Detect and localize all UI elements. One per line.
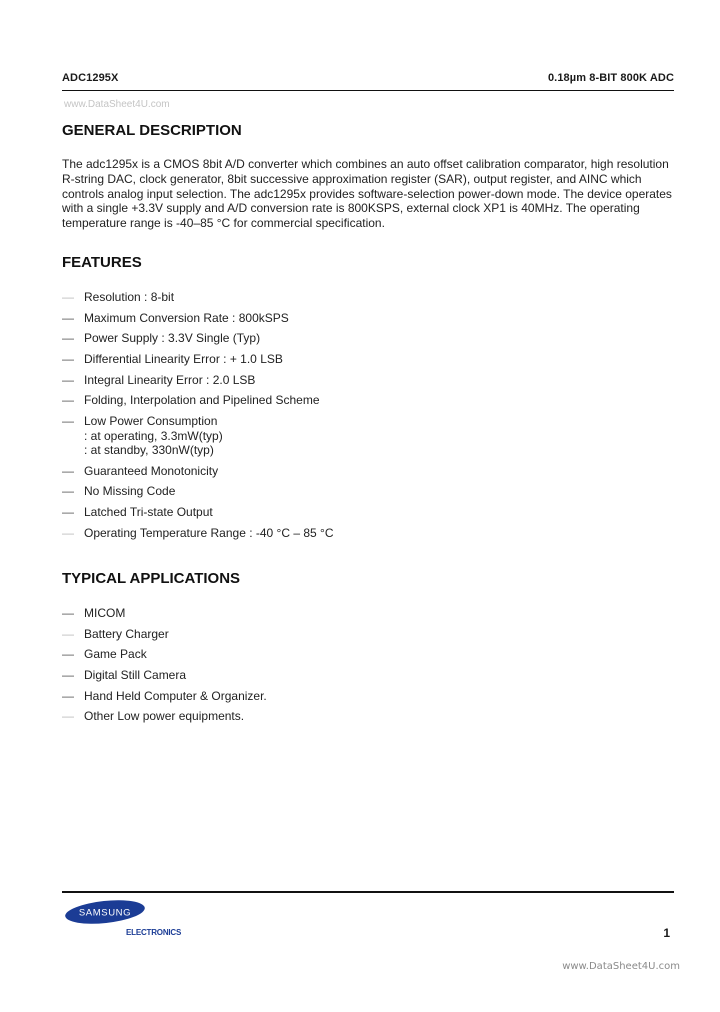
dash-bullet: — <box>62 668 74 683</box>
feature-item: — Folding, Interpolation and Pipelined Scheme <box>62 393 320 408</box>
dash-bullet: — <box>62 505 74 519</box>
description-line: with a single +3.3V supply and A/D conversion rate is 800KSPS, external clock XP1 is 40MHz. The operating <box>62 201 640 216</box>
dash-bullet: — <box>62 290 74 304</box>
doc-part-number: ADC1295X <box>62 72 119 84</box>
dash-bullet: — <box>62 626 74 641</box>
dash-bullet: — <box>62 606 74 620</box>
feature-item: — Power Supply : 3.3V Single (Typ) <box>62 331 261 346</box>
samsung-logo <box>64 898 184 940</box>
dash-bullet: — <box>62 331 74 346</box>
feature-item: — Integral Linearity Error : 2.0 LSB <box>62 372 256 387</box>
description-line: The adc1295x is a CMOS 8bit A/D converter which combines an auto offset calibration comparator, high resolution <box>62 157 669 171</box>
dash-bullet: — <box>62 525 74 540</box>
dash-bullet: — <box>62 310 74 325</box>
application-item: — Digital Still Camera <box>62 668 187 683</box>
feature-item: — Low Power Consumption : at operating, 3.3mW(typ) : at standby, 330nW(typ) <box>62 414 223 457</box>
application-item: — Other Low power equipments. <box>62 709 245 724</box>
dash-bullet: — <box>62 709 74 724</box>
logo-subtitle: ELECTRONICS <box>126 928 182 937</box>
dash-bullet: — <box>62 463 74 478</box>
dash-bullet: — <box>62 688 74 703</box>
watermark-top: www.DataSheet4U.com <box>64 99 170 110</box>
application-item: — Game Pack <box>62 647 147 662</box>
feature-subline: : at operating, 3.3mW(typ) <box>84 428 223 443</box>
watermark-bottom: www.DataSheet4U.com <box>562 961 680 972</box>
feature-item: — Guaranteed Monotonicity <box>62 463 219 478</box>
page-number: 1 <box>663 926 670 940</box>
dash-bullet: — <box>62 352 74 367</box>
samsung-logo-icon <box>64 900 146 924</box>
applications-list <box>62 606 267 730</box>
doc-subtitle: 0.18µm 8-BIT 800K ADC <box>547 72 674 84</box>
dash-bullet: — <box>62 414 74 429</box>
dash-bullet: — <box>62 484 74 499</box>
feature-item: — Resolution : 8-bit <box>62 290 175 304</box>
general-description-title: GENERAL DESCRIPTION <box>62 122 242 139</box>
dash-bullet: — <box>62 647 74 662</box>
features-title: FEATURES <box>62 254 142 271</box>
feature-subline: : at standby, 330nW(typ) <box>84 442 214 457</box>
general-description-paragraph <box>62 157 674 231</box>
feature-item: — Differential Linearity Error : + 1.0 LSB <box>62 352 283 367</box>
description-line: controls analog input selection. The adc1295x provides software-selection power-down mode. The device operates <box>62 186 672 201</box>
feature-item: — Latched Tri-state Output <box>62 505 213 519</box>
footer-rule <box>62 891 674 893</box>
description-line: R-string DAC, clock generator, 8bit successive approximation register (SAR), output register, and AINC which <box>62 171 642 186</box>
features-list <box>62 290 334 546</box>
application-item: — Hand Held Computer & Organizer. <box>62 688 267 703</box>
header-rule <box>62 90 674 91</box>
application-item: — Battery Charger <box>62 626 169 641</box>
feature-item: — Maximum Conversion Rate : 800kSPS <box>62 310 289 325</box>
logo-wordmark: SAMSUNG <box>78 907 132 919</box>
feature-item: — Operating Temperature Range : -40 °C – 85 °C <box>62 525 334 540</box>
application-item: — MICOM <box>62 606 126 620</box>
dash-bullet: — <box>62 372 74 387</box>
feature-item: — No Missing Code <box>62 484 176 499</box>
dash-bullet: — <box>62 393 74 408</box>
applications-title: TYPICAL APPLICATIONS <box>62 570 241 587</box>
description-line: temperature range is -40–85 °C for commercial specification. <box>62 216 385 231</box>
